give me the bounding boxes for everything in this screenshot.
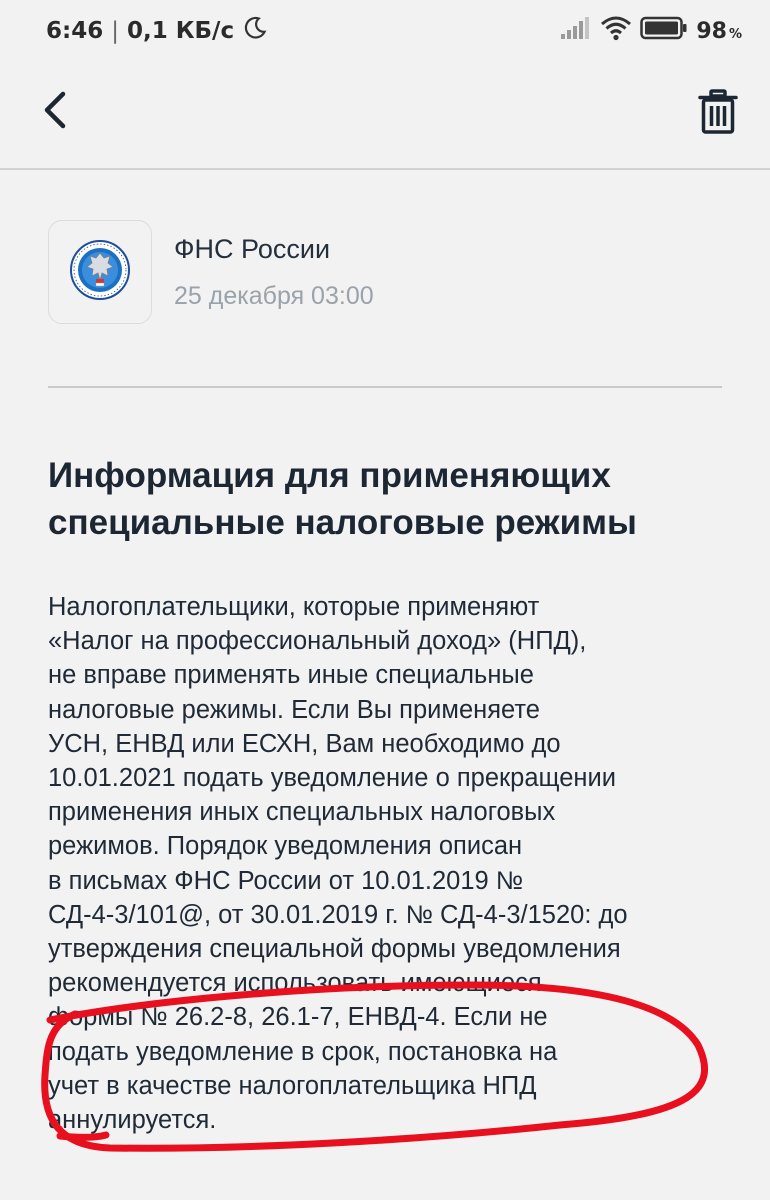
message-date: 25 декабря 03:00 [174, 282, 374, 310]
body-line: аннулируется. [48, 1106, 217, 1135]
signal-icon [560, 16, 592, 46]
message-body [48, 590, 738, 1137]
status-time: 6:46 [46, 18, 104, 44]
body-line: подать уведомление в срок, постановка на [48, 1037, 558, 1066]
title-line: специальные налоговые режимы [48, 503, 637, 542]
trash-icon [698, 89, 738, 140]
battery-icon [640, 16, 688, 46]
battery-value: 98 [696, 18, 727, 44]
back-button[interactable] [26, 82, 82, 142]
sender-name: ФНС России [174, 234, 331, 264]
body-line: налоговые режимы. Если Вы применяете [48, 695, 540, 724]
message-title [48, 452, 738, 546]
sender-header [48, 220, 722, 324]
battery-unit: % [728, 26, 742, 42]
back-arrow-icon [39, 90, 69, 135]
status-bar-left [46, 15, 268, 47]
status-bar-right [560, 15, 742, 47]
body-line: применения иных специальных налоговых [48, 798, 556, 827]
body-line: СД-4-3/101@, от 30.01.2019 г. № СД-4-3/1520: до [48, 900, 628, 929]
body-line: режимов. Порядок уведомления описан [48, 832, 523, 861]
body-line: Налогоплательщики, которые применяют [48, 593, 540, 621]
body-line: рекомендуется использовать имеющиеся [48, 969, 542, 998]
delete-button[interactable] [690, 82, 746, 146]
body-line: утверждения специальной формы уведомления [48, 935, 621, 964]
divider [48, 386, 722, 388]
body-line: учет в качестве налогоплательщика НПД [48, 1071, 537, 1100]
fns-emblem-icon [69, 239, 131, 306]
body-line: не вправе применять иные специальные [48, 661, 534, 690]
body-line: в письмах ФНС России от 10.01.2019 № [48, 866, 524, 895]
wifi-icon [600, 15, 632, 47]
status-separator: | [111, 18, 119, 44]
app-bar [0, 62, 770, 170]
moon-icon [242, 15, 268, 47]
body-line: формы № 26.2-8, 26.1-7, ЕНВД-4. Если не [48, 1003, 548, 1032]
sender-logo [48, 220, 152, 324]
body-line: УСН, ЕНВД или ЕСХН, Вам необходимо до [48, 729, 561, 758]
status-bar [0, 0, 770, 62]
battery-percent [696, 19, 742, 44]
body-line: 10.01.2021 подать уведомление о прекращении [48, 764, 616, 793]
network-speed: 0,1 КБ/с [126, 18, 235, 44]
body-line: «Налог на профессиональный доход» (НПД), [48, 627, 587, 656]
title-line: Информация для применяющих [48, 456, 611, 495]
